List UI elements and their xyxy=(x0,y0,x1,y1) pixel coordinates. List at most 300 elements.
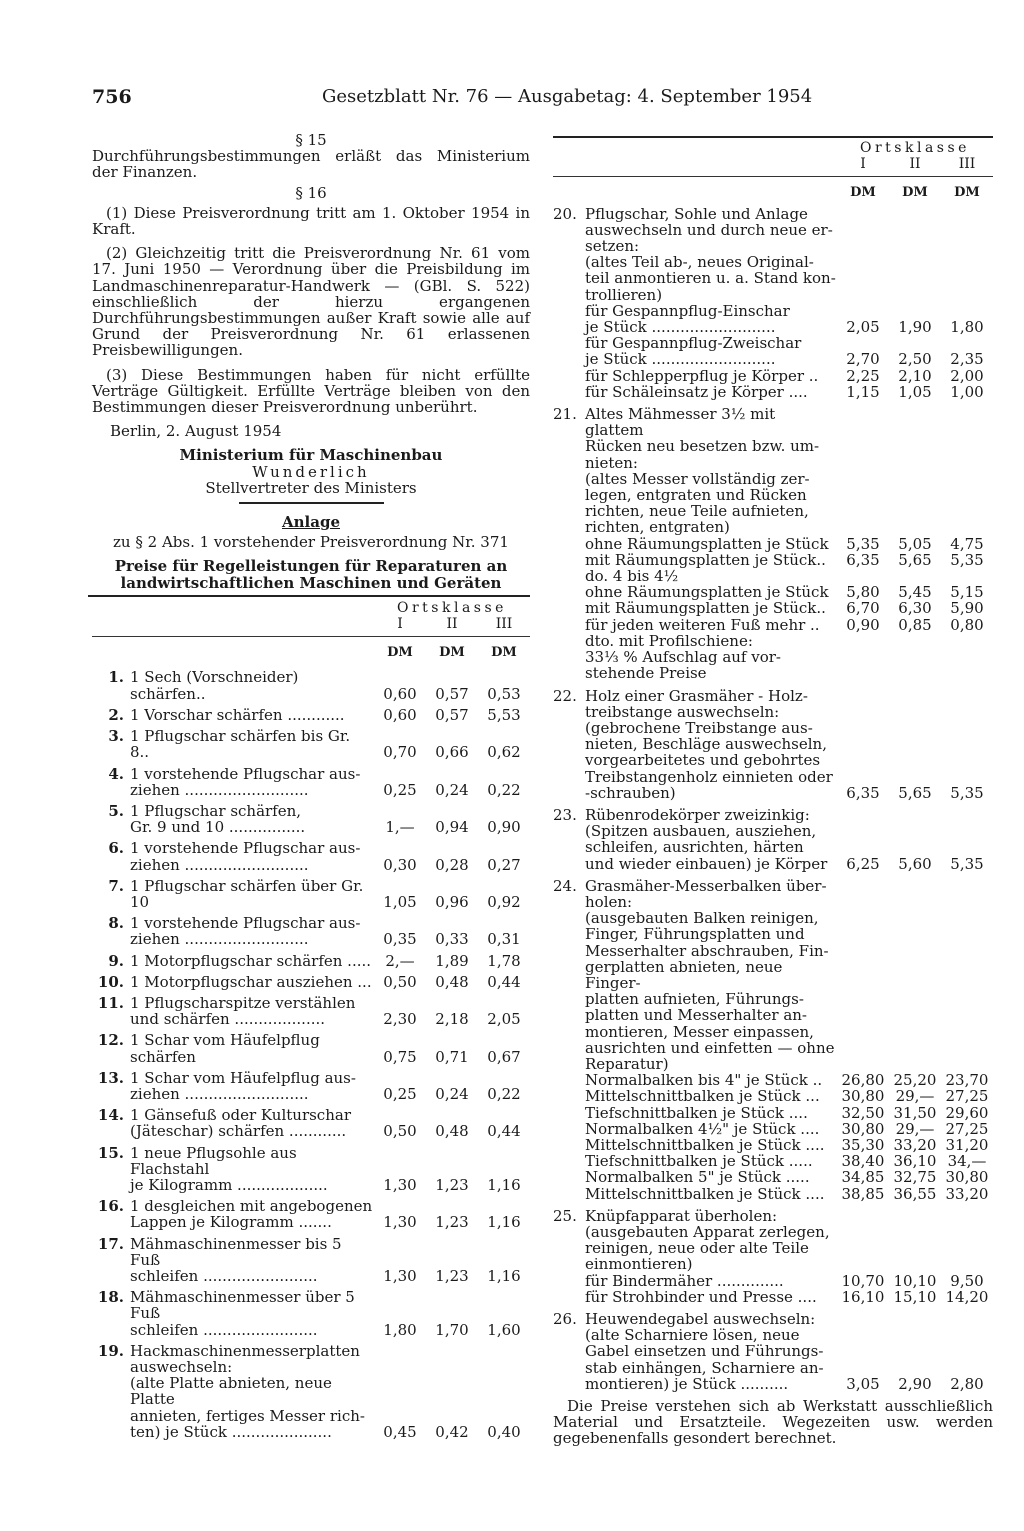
sub-row xyxy=(585,384,993,400)
item-number: 16. xyxy=(97,1197,124,1216)
item-description-line: ziehen .......................... xyxy=(130,855,309,874)
item-number: 4. xyxy=(108,764,124,783)
price-class-III: 1,16 xyxy=(487,1266,521,1285)
item-number: 1. xyxy=(108,668,124,687)
price-class-I: 1,— xyxy=(385,818,415,837)
sub-row xyxy=(585,1376,993,1392)
price-class-III: 0,31 xyxy=(487,930,521,949)
table-row xyxy=(553,688,993,801)
price-class-II: 5,65 xyxy=(898,550,932,569)
item-description-line: annieten, fertiges Messer rich- xyxy=(130,1406,365,1425)
price-class-I: 2,— xyxy=(385,951,415,970)
section-16-heading: § 16 xyxy=(295,183,327,202)
sub-row xyxy=(585,536,993,552)
item-description-line: 1 Pflugscharspitze verstählen xyxy=(130,993,356,1012)
section-16-para-3: (3) Diese Bestimmungen haben für nicht erfüllte Verträge Gültigkeit. Erfüllte Verträge bleiben von den Bestimmungen dieser Preisverordnung unberührt. xyxy=(92,365,530,417)
signer-name: Wunderlich xyxy=(252,462,370,481)
currency-III: DM xyxy=(491,645,517,661)
table-row xyxy=(92,803,530,835)
item-description-line: ziehen .......................... xyxy=(130,930,309,949)
table-row xyxy=(553,807,993,872)
sub-row xyxy=(585,1105,993,1121)
item-description-line: richten, neue Teile aufnieten, xyxy=(585,502,809,521)
price-class-I: 10,70 xyxy=(841,1271,885,1290)
price-class-I: 1,05 xyxy=(383,892,417,911)
price-class-III: 0,92 xyxy=(487,892,521,911)
price-class-III: 33,20 xyxy=(945,1184,989,1203)
price-class-I: 32,50 xyxy=(841,1103,885,1122)
item-description-line: 1 Schar vom Häufelpflug schärfen xyxy=(130,1031,320,1066)
item-description-line: 1 Schar vom Häufelpflug aus- xyxy=(130,1068,356,1087)
price-class-I: 6,35 xyxy=(846,550,880,569)
price-class-II: 5,60 xyxy=(898,854,932,873)
item-description-line: Pflugschar, Sohle und Anlage xyxy=(585,204,808,223)
item-description xyxy=(130,669,374,701)
class-III-label: III xyxy=(495,616,513,633)
price-class-II: 0,96 xyxy=(435,892,469,911)
gazette-title: Gesetzblatt Nr. 76 — Ausgabetag: 4. September 1954 xyxy=(322,86,813,107)
price-class-I: 6,70 xyxy=(846,599,880,618)
item-description-line: holen: xyxy=(585,892,633,911)
item-description-line: (altes Teil ab-, neues Original- xyxy=(585,253,814,272)
item-description-line: auswechseln: xyxy=(130,1358,233,1376)
price-class-I: 6,25 xyxy=(846,854,880,873)
item-number: 14. xyxy=(97,1106,124,1125)
table-row xyxy=(92,669,530,701)
item-number: 11. xyxy=(97,993,124,1012)
price-class-I: 6,35 xyxy=(846,783,880,802)
sub-row xyxy=(585,617,993,633)
item-description-line: (gebrochene Treibstange aus- xyxy=(585,718,813,737)
item-description-line: 1 Motorpflugschar ausziehen ... xyxy=(130,972,372,991)
price-class-III: 1,78 xyxy=(487,951,521,970)
price-class-III: 29,60 xyxy=(945,1103,989,1122)
sub-row xyxy=(585,785,993,801)
price-class-III: 0,53 xyxy=(487,684,521,703)
item-description-line: (altes Messer vollständig zer- xyxy=(585,469,810,488)
price-class-II: 0,28 xyxy=(435,855,469,874)
price-class-III: 1,80 xyxy=(950,318,984,337)
price-class-II: 15,10 xyxy=(893,1287,937,1306)
sub-description: mit Räumungsplatten je Stück.. xyxy=(585,550,826,569)
item-body xyxy=(585,807,993,872)
price-class-II: 0,94 xyxy=(435,818,469,837)
price-class-II: 10,10 xyxy=(893,1271,937,1290)
left-column xyxy=(92,132,530,1445)
price-class-II: 25,20 xyxy=(893,1071,937,1090)
table-row xyxy=(92,1343,530,1440)
item-description-line: ten) je Stück ..................... xyxy=(130,1422,332,1441)
item-number: 21. xyxy=(553,405,577,424)
item-description-line: (alte Scharniere lösen, neue xyxy=(585,1326,800,1345)
price-class-II: 1,70 xyxy=(435,1320,469,1339)
item-body xyxy=(585,206,993,400)
price-class-III: 2,35 xyxy=(950,350,984,369)
item-number: 23. xyxy=(553,805,577,824)
item-description-line: (alte Platte abnieten, neue Platte xyxy=(130,1374,332,1409)
price-class-III: 0,40 xyxy=(487,1422,521,1441)
item-description-line: ausrichten und einfetten — ohne xyxy=(585,1038,835,1057)
sub-row xyxy=(585,665,993,681)
price-class-I: 1,30 xyxy=(383,1266,417,1285)
price-class-I: 0,90 xyxy=(846,615,880,634)
price-class-III: 2,05 xyxy=(487,1010,521,1029)
page-number: 756 xyxy=(92,86,132,108)
currency-I-right: DM xyxy=(850,185,876,201)
item-description xyxy=(585,1208,993,1273)
item-description xyxy=(585,1311,993,1376)
sub-description: für Bindermäher .............. xyxy=(585,1271,784,1290)
price-class-II: 1,05 xyxy=(898,382,932,401)
item-number: 20. xyxy=(553,204,577,223)
item-description xyxy=(130,766,374,798)
currency-III-right: DM xyxy=(954,185,980,201)
item-description-line: platten aufnieten, Führungs- xyxy=(585,990,804,1009)
item-number: 19. xyxy=(97,1341,124,1360)
class-III-label-right: III xyxy=(958,156,976,173)
item-description-line: nieten: xyxy=(585,453,638,472)
table-row xyxy=(92,1070,530,1102)
item-description-line: platten und Messerhalter an- xyxy=(585,1006,807,1025)
table-row xyxy=(92,974,530,990)
item-description-line: Gr. 9 und 10 ................ xyxy=(130,818,306,837)
item-description-line: (ausgebauten Balken reinigen, xyxy=(585,909,819,928)
price-class-III: 4,75 xyxy=(950,534,984,553)
item-description xyxy=(130,1070,374,1102)
item-number: 2. xyxy=(108,705,124,724)
price-class-I: 0,45 xyxy=(383,1422,417,1441)
price-class-II: 33,20 xyxy=(893,1135,937,1154)
price-class-II: 2,90 xyxy=(898,1374,932,1393)
item-description-line: (ausgebauten Apparat zerlegen, xyxy=(585,1223,830,1241)
item-description xyxy=(130,995,374,1027)
price-class-II: 1,90 xyxy=(898,318,932,337)
price-class-III: 5,35 xyxy=(950,550,984,569)
item-description-line: montieren, Messer einpassen, xyxy=(585,1022,814,1041)
sub-row xyxy=(585,335,993,351)
item-description xyxy=(130,1107,374,1139)
item-body xyxy=(585,878,993,1202)
item-description xyxy=(130,953,374,969)
sub-description: mit Räumungsplatten je Stück.. xyxy=(585,599,826,618)
ortsklasse-label-right: Ortsklasse xyxy=(860,140,970,156)
item-description-line: und schärfen ................... xyxy=(130,1010,326,1029)
item-number: 24. xyxy=(553,876,577,895)
item-description xyxy=(130,878,374,910)
price-class-I: 2,25 xyxy=(846,366,880,385)
item-description-line: einmontieren) xyxy=(585,1255,693,1274)
item-number: 22. xyxy=(553,686,577,705)
price-class-III: 5,35 xyxy=(950,783,984,802)
sub-description: 33⅓ % Aufschlag auf vor- xyxy=(585,648,781,667)
price-class-I: 35,30 xyxy=(841,1135,885,1154)
item-description-line: setzen: xyxy=(585,237,640,256)
sub-row xyxy=(585,633,993,649)
price-class-II: 0,48 xyxy=(435,1122,469,1141)
price-class-II: 32,75 xyxy=(893,1168,937,1187)
annex-reference: zu § 2 Abs. 1 vorstehender Preisverordnung Nr. 371 xyxy=(113,533,509,552)
price-class-II: 1,23 xyxy=(435,1213,469,1232)
item-description-line: 1 Pflugschar schärfen, xyxy=(130,801,302,820)
sub-description: do. 4 bis 4½ xyxy=(585,567,679,586)
price-class-I: 0,75 xyxy=(383,1047,417,1066)
table-row xyxy=(553,406,993,681)
place-date: Berlin, 2. August 1954 xyxy=(110,422,282,441)
price-class-II: 36,55 xyxy=(893,1184,937,1203)
sub-description: für Strohbinder und Presse .... xyxy=(585,1287,817,1306)
price-class-III: 5,15 xyxy=(950,583,984,602)
item-description xyxy=(585,406,993,536)
table-row xyxy=(92,953,530,969)
item-body xyxy=(585,688,993,801)
item-description-line: Rübenrodekörper zweizinkig: xyxy=(585,805,810,824)
table-row xyxy=(92,1145,530,1194)
item-description-line: schleifen ........................ xyxy=(130,1266,318,1285)
item-description-line: 1 Vorschar schärfen ............ xyxy=(130,705,345,724)
item-description-line: 1 neue Pflugsohle aus Flachstahl xyxy=(130,1143,297,1178)
price-class-II: 0,57 xyxy=(435,684,469,703)
price-class-III: 1,00 xyxy=(950,382,984,401)
item-description-line: Mähmaschinenmesser über 5 Fuß xyxy=(130,1288,355,1323)
currency-II: DM xyxy=(439,645,465,661)
sub-description: Normalbalken bis 4" je Stück .. xyxy=(585,1071,823,1090)
price-class-III: 0,62 xyxy=(487,743,521,762)
item-number: 6. xyxy=(108,839,124,858)
price-class-I: 0,25 xyxy=(383,1084,417,1103)
price-class-I: 5,80 xyxy=(846,583,880,602)
price-class-I: 2,70 xyxy=(846,350,880,369)
price-class-III: 5,90 xyxy=(950,599,984,618)
sub-row xyxy=(585,552,993,568)
divider xyxy=(239,502,384,504)
item-body xyxy=(585,1208,993,1305)
item-description-line: Grasmäher-Messerbalken über- xyxy=(585,876,827,895)
item-description-line: Altes Mähmesser 3½ mit glattem xyxy=(585,405,776,440)
item-description-line: 1 Motorpflugschar schärfen ..... xyxy=(130,951,372,970)
price-class-III: 0,22 xyxy=(487,1084,521,1103)
price-class-I: 0,50 xyxy=(383,1122,417,1141)
item-description xyxy=(130,915,374,947)
item-description-line: Mähmaschinenmesser bis 5 Fuß xyxy=(130,1234,342,1269)
price-class-II: 0,24 xyxy=(435,1084,469,1103)
sub-description: Mittelschnittbalken je Stück .... xyxy=(585,1135,825,1154)
item-description-line: treibstange auswechseln: xyxy=(585,702,780,721)
item-description-line: Knüpfapparat überholen: xyxy=(585,1206,778,1225)
price-class-II: 0,24 xyxy=(435,780,469,799)
sub-row xyxy=(585,856,993,872)
item-description-line: auswechseln und durch neue er- xyxy=(585,220,833,239)
item-number: 8. xyxy=(108,914,124,933)
item-description-line: 1 Sech (Vorschneider) schärfen.. xyxy=(130,668,299,703)
price-class-I: 16,10 xyxy=(841,1287,885,1306)
table-row xyxy=(92,1289,530,1338)
price-class-III: 2,00 xyxy=(950,366,984,385)
price-class-I: 38,85 xyxy=(841,1184,885,1203)
table-row xyxy=(553,878,993,1202)
currency-I: DM xyxy=(387,645,413,661)
class-II-label: II xyxy=(446,616,458,633)
price-class-I: 0,30 xyxy=(383,855,417,874)
price-class-I: 26,80 xyxy=(841,1071,885,1090)
price-class-I: 30,80 xyxy=(841,1119,885,1138)
item-description-line: 1 vorstehende Pflugschar aus- xyxy=(130,764,361,783)
ministry-name: Ministerium für Maschinenbau xyxy=(179,446,443,465)
price-class-II: 5,05 xyxy=(898,534,932,553)
item-description-line: stab einhängen, Scharniere an- xyxy=(585,1358,824,1377)
table-header-right xyxy=(553,136,993,206)
price-class-I: 0,60 xyxy=(383,705,417,724)
price-class-III: 0,27 xyxy=(487,855,521,874)
item-number: 18. xyxy=(97,1288,124,1307)
sub-description: für Gespannpflug-Zweischar xyxy=(585,334,802,353)
price-class-II: 2,50 xyxy=(898,350,932,369)
price-class-I: 34,85 xyxy=(841,1168,885,1187)
item-description-line: vorgearbeitetes und gebohrtes xyxy=(585,751,821,770)
item-description-line: Reparatur) xyxy=(585,1054,669,1073)
sub-row xyxy=(585,1088,993,1104)
price-class-II: 0,66 xyxy=(435,743,469,762)
item-description-line: 1 Gänsefuß oder Kulturschar xyxy=(130,1106,351,1125)
price-class-I: 0,60 xyxy=(383,684,417,703)
sub-row xyxy=(585,368,993,384)
item-description xyxy=(130,974,374,990)
right-column xyxy=(553,136,993,1447)
sub-row xyxy=(585,319,993,335)
table-row xyxy=(92,707,530,723)
item-description-line: nieten, Beschläge auswechseln, xyxy=(585,735,827,754)
price-class-II: 6,30 xyxy=(898,599,932,618)
item-description-line: 1 desgleichen mit angebogenen xyxy=(130,1197,373,1216)
item-description-line: Treibstangenholz einnieten oder xyxy=(585,767,833,786)
price-class-III: 27,25 xyxy=(945,1087,989,1106)
price-class-III: 1,16 xyxy=(487,1213,521,1232)
item-description-line: je Kilogramm ................... xyxy=(130,1175,328,1194)
price-class-II: 0,48 xyxy=(435,972,469,991)
sub-description: montieren) je Stück .......... xyxy=(585,1374,789,1393)
table-row xyxy=(553,206,993,400)
price-class-III: 34,— xyxy=(947,1152,987,1171)
item-description-line: Gabel einsetzen und Führungs- xyxy=(585,1342,824,1361)
item-description-line: 1 Pflugschar schärfen über Gr. 10 xyxy=(130,876,364,911)
item-description-line: 1 vorstehende Pflugschar aus- xyxy=(130,839,361,858)
price-class-III: 5,53 xyxy=(487,705,521,724)
price-class-III: 0,90 xyxy=(487,818,521,837)
price-class-I: 1,30 xyxy=(383,1213,417,1232)
signer-role: Stellvertreter des Ministers xyxy=(205,478,417,497)
sub-description: stehende Preise xyxy=(585,664,707,683)
item-description xyxy=(130,728,374,760)
sub-row xyxy=(585,568,993,584)
item-body xyxy=(585,406,993,681)
price-class-III: 27,25 xyxy=(945,1119,989,1138)
table-row xyxy=(92,1236,530,1285)
item-description-line: Heuwendegabel auswechseln: xyxy=(585,1310,816,1329)
sub-row xyxy=(585,1121,993,1137)
item-description xyxy=(130,707,374,723)
table-row xyxy=(92,915,530,947)
item-description xyxy=(130,1289,374,1338)
item-description-line: ziehen .......................... xyxy=(130,1084,309,1103)
section-16-para-1: (1) Diese Preisverordnung tritt am 1. Oktober 1954 in Kraft. xyxy=(92,203,530,239)
sub-description: dto. mit Profilschiene: xyxy=(585,631,753,650)
price-class-III: 0,22 xyxy=(487,780,521,799)
price-class-III: 0,44 xyxy=(487,1122,521,1141)
item-number: 13. xyxy=(97,1068,124,1087)
item-description-line: Holz einer Grasmäher - Holz- xyxy=(585,686,808,705)
item-description xyxy=(585,878,993,1072)
table-header-left xyxy=(92,595,530,670)
item-description-line: ziehen .......................... xyxy=(130,780,309,799)
item-description xyxy=(130,1032,374,1064)
price-class-I: 0,50 xyxy=(383,972,417,991)
table-row xyxy=(92,1032,530,1064)
item-number: 17. xyxy=(97,1234,124,1253)
sub-row xyxy=(585,649,993,665)
price-class-II: 2,18 xyxy=(435,1010,469,1029)
price-class-III: 1,16 xyxy=(487,1175,521,1194)
price-class-III: 0,80 xyxy=(950,615,984,634)
sub-description: je Stück .......................... xyxy=(585,350,776,369)
price-class-III: 0,67 xyxy=(487,1047,521,1066)
sub-description: Normalbalken 5" je Stück ..... xyxy=(585,1168,810,1187)
sub-row xyxy=(585,584,993,600)
price-class-III: 9,50 xyxy=(950,1271,984,1290)
price-class-III: 1,60 xyxy=(487,1320,521,1339)
price-class-II: 5,45 xyxy=(898,583,932,602)
annex-title: Anlage xyxy=(282,513,340,532)
item-description-line: legen, entgraten und Rücken xyxy=(585,486,807,505)
sub-row xyxy=(585,1072,993,1088)
sub-description: und wieder einbauen) je Körper xyxy=(585,854,828,873)
price-class-II: 1,23 xyxy=(435,1266,469,1285)
price-class-II: 1,23 xyxy=(435,1175,469,1194)
sub-description: für jeden weiteren Fuß mehr .. xyxy=(585,615,820,634)
price-class-I: 3,05 xyxy=(846,1374,880,1393)
table-row xyxy=(92,1198,530,1230)
table-row xyxy=(92,840,530,872)
price-class-II: 29,— xyxy=(895,1087,935,1106)
item-number: 3. xyxy=(108,727,124,746)
item-description-line: für Gespannpflug-Einschar xyxy=(585,301,790,320)
item-description-line: Messerhalter abschrauben, Fin- xyxy=(585,941,829,960)
sub-description: Tiefschnittbalken je Stück .... xyxy=(585,1103,808,1122)
table-row xyxy=(92,728,530,760)
item-description-line: 1 vorstehende Pflugschar aus- xyxy=(130,914,361,933)
sub-row xyxy=(585,1289,993,1305)
section-15-text: Durchführungsbestimmungen erläßt das Ministerium der Finanzen. xyxy=(92,147,530,182)
table-row xyxy=(92,1107,530,1139)
sub-row xyxy=(585,1137,993,1153)
item-body xyxy=(585,1311,993,1392)
item-description-line: gerplatten abnieten, neue Finger- xyxy=(585,957,783,992)
item-description-line: Rücken neu besetzen bzw. um- xyxy=(585,437,820,456)
class-II-label-right: II xyxy=(909,156,921,173)
item-number: 10. xyxy=(97,972,124,991)
price-table-right xyxy=(553,206,993,1392)
sub-row xyxy=(585,351,993,367)
table-row xyxy=(553,1208,993,1305)
sub-description: Tiefschnittbalken je Stück ..... xyxy=(585,1152,813,1171)
item-number: 25. xyxy=(553,1206,577,1225)
price-class-I: 0,25 xyxy=(383,780,417,799)
price-class-I: 1,30 xyxy=(383,1175,417,1194)
price-class-I: 1,15 xyxy=(846,382,880,401)
item-description xyxy=(130,1236,374,1285)
class-I-label-right: I xyxy=(860,156,866,173)
price-class-I: 5,35 xyxy=(846,534,880,553)
table-row xyxy=(553,1311,993,1392)
sub-description: ohne Räumungsplatten je Stück xyxy=(585,583,829,602)
